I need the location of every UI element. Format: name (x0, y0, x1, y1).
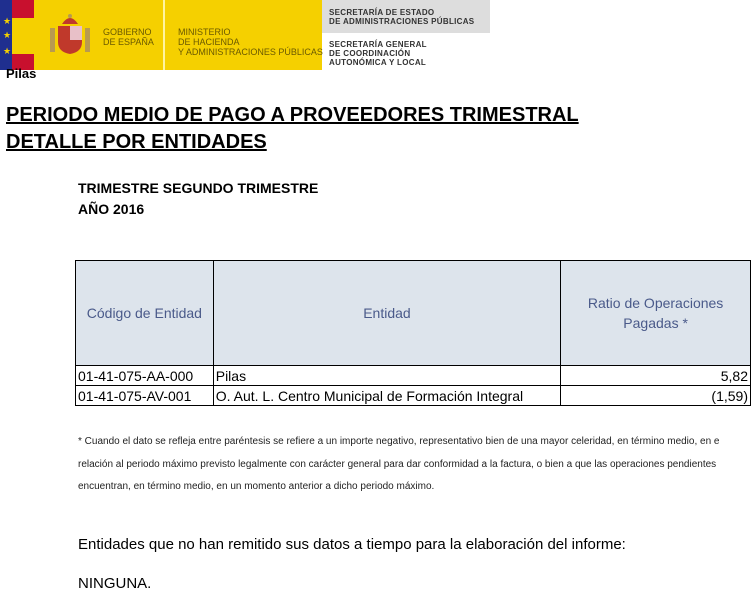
cell-entity: Pilas (213, 366, 560, 386)
cell-code: 01-41-075-AA-000 (76, 366, 214, 386)
star-icon: ★ (3, 46, 12, 56)
star-icon: ★ (3, 30, 12, 40)
cell-ratio: (1,59) (561, 386, 751, 406)
header-code: Código de Entidad (76, 261, 214, 366)
ministry-line: MINISTERIO (178, 27, 231, 37)
header-entity: Entidad (213, 261, 560, 366)
spain-flag-yellow (12, 18, 34, 54)
footnote-line: * Cuando el dato se refleja entre paréntesis se refiere a un importe negativo, representativo bien de una mayor celeridad, en término medio, en e (78, 436, 720, 447)
gov-line: GOBIERNO (103, 27, 152, 37)
table-row (76, 386, 751, 406)
cell-ratio: 5,82 (561, 366, 751, 386)
footnote-line: encuentran, en término medio, en un momento anterior a dicho periodo máximo. (78, 481, 435, 492)
footnote-line: relación al periodo máximo previsto legalmente con carácter general para dar conformidad a la factura, o bien a que las operaciones pendientes (78, 459, 717, 470)
year-label: AÑO 2016 (78, 201, 145, 217)
sec-line: DE COORDINACIÓN (329, 49, 411, 58)
sec-line: DE ADMINISTRACIONES PÚBLICAS (329, 17, 475, 26)
municipality-name: Pilas (6, 66, 37, 81)
divider (163, 0, 165, 70)
gov-logo-text (103, 27, 154, 47)
page-title: PERIODO MEDIO DE PAGO A PROVEEDORES TRIMESTRAL (6, 104, 579, 126)
cell-code: 01-41-075-AV-001 (76, 386, 214, 406)
star-icon: ★ (3, 16, 12, 26)
sec-line: AUTONÓMICA Y LOCAL (329, 58, 427, 67)
ministry-line: DE HACIENDA (178, 37, 240, 47)
spain-flag-red (12, 0, 34, 18)
gov-line: DE ESPAÑA (103, 37, 154, 47)
sec-line: SECRETARÍA DE ESTADO (329, 8, 435, 17)
ministry-line: Y ADMINISTRACIONES PÚBLICAS (178, 47, 323, 57)
sec-line: SECRETARÍA GENERAL (329, 40, 427, 49)
ministry-text (178, 27, 323, 57)
coat-of-arms-icon (48, 12, 92, 56)
late-entities-value: NINGUNA. (78, 575, 152, 592)
table-row (76, 366, 751, 386)
late-entities-label: Entidades que no han remitido sus datos a tiempo para la elaboración del informe: (78, 536, 626, 553)
trimestre-label: TRIMESTRE SEGUNDO TRIMESTRE (78, 180, 319, 196)
header-ratio: Ratio de Operaciones Pagadas * (561, 261, 751, 366)
sec-general-text (329, 40, 427, 67)
entities-table (75, 260, 751, 406)
sec-estado-text (329, 8, 474, 26)
page-subtitle: DETALLE POR ENTIDADES (6, 131, 267, 153)
cell-entity: O. Aut. L. Centro Municipal de Formación Integral (213, 386, 560, 406)
